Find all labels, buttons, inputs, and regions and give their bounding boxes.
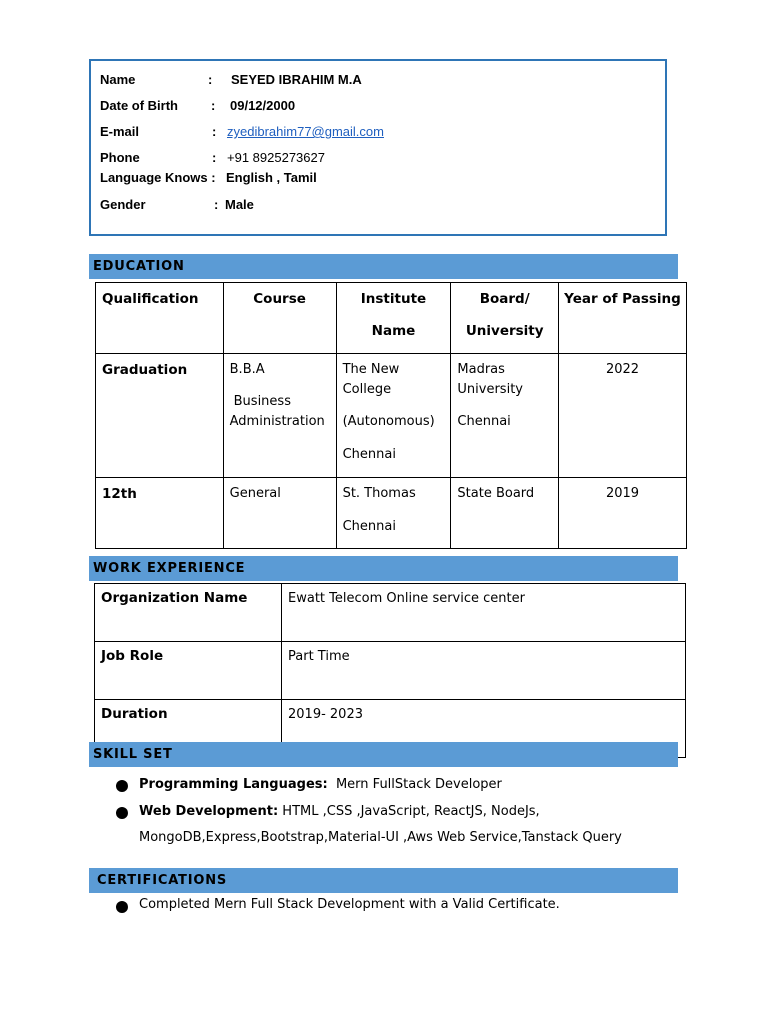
work-key: Duration [95,700,282,758]
row-course [223,478,336,549]
language-label: Language Knows : [100,170,216,185]
header-institute-line1: Institute [360,291,427,307]
row-institute [336,478,451,549]
header-board-line1: Board/ [479,291,530,307]
language-value: English , Tamil [226,170,317,185]
header-qualification-label: Qualification [102,291,199,307]
institute-line: (Autonomous) [342,414,435,429]
row-year [558,478,686,549]
row-course [223,354,336,478]
name-colon: : [208,72,213,87]
work-value: 2019- 2023 [282,700,686,758]
list-item [139,777,502,792]
work-experience-table [94,583,686,758]
course-line: B.B.A [229,362,265,377]
row-qualification [96,354,224,478]
row-year [558,354,686,478]
dob-value: 09/12/2000 [230,98,296,113]
table-row [95,642,686,700]
header-institute [336,283,451,354]
institute-line: College [342,382,392,397]
gender-colon: : [214,197,219,212]
phone-value: +91 8925273627 [227,150,325,165]
bullet-icon [116,807,128,819]
work-value: Part Time [282,642,686,700]
header-course-label: Course [253,291,306,307]
header-course [223,283,336,354]
header-board [451,283,559,354]
skill-value-continued: MongoDB,Express,Bootstrap,Material-UI ,Aws Web Service,Tanstack Query [139,830,622,845]
list-item [139,804,540,819]
qualification-text: 12th [102,486,137,502]
dob-colon: : [211,98,216,113]
dob-label: Date of Birth [100,98,178,113]
skill-label: Web Development: [139,804,279,819]
board-line: University [457,382,523,397]
education-heading: EDUCATION [89,254,678,279]
course-line: General [229,486,281,501]
table-header-row [96,283,687,354]
year-text: 2022 [605,362,640,377]
phone-colon: : [212,150,217,165]
table-row [96,354,687,478]
skill-value: HTML ,CSS ,JavaScript, ReactJS, NodeJs, [282,804,540,819]
row-board [451,478,559,549]
bullet-icon [116,901,128,913]
gender-value: Male [225,197,254,212]
institute-line: The New [342,362,400,377]
header-qualification [96,283,224,354]
institute-line: Chennai [342,447,396,462]
email-link[interactable]: zyedibrahim77@gmail.com [227,124,384,139]
bullet-icon [116,780,128,792]
email-label: E-mail [100,124,140,139]
gender-label: Gender [100,197,146,212]
list-item: Completed Mern Full Stack Development with a Valid Certificate. [139,897,560,912]
institute-line: Chennai [342,519,396,534]
table-row [96,478,687,549]
skill-value: Mern FullStack Developer [335,777,502,792]
row-board [451,354,559,478]
header-board-line2: University [465,323,544,339]
phone-label: Phone [100,150,140,165]
table-row [95,584,686,642]
certifications-heading: CERTIFICATIONS [89,868,678,893]
board-line: Chennai [457,414,511,429]
personal-info-box [89,59,667,236]
course-line: Business [233,394,291,409]
board-line: State Board [457,486,535,501]
year-text: 2019 [605,486,640,501]
header-year [558,283,686,354]
name-value: SEYED IBRAHIM M.A [231,72,362,87]
skill-set-heading: SKILL SET [89,742,678,767]
work-value: Ewatt Telecom Online service center [282,584,686,642]
qualification-text: Graduation [102,362,188,378]
email-colon: : [212,124,217,139]
row-institute [336,354,451,478]
row-qualification [96,478,224,549]
work-experience-heading: WORK EXPERIENCE [89,556,678,581]
header-institute-line2: Name [371,323,416,339]
institute-line: St. Thomas [342,486,416,501]
header-year-label: Year of Passing [564,291,681,307]
work-key: Job Role [95,642,282,700]
education-table [95,282,687,549]
work-key: Organization Name [95,584,282,642]
name-label: Name [100,72,136,87]
skill-label: Programming Languages: [139,777,328,792]
board-line: Madras [457,362,505,377]
course-line: Administration [229,414,325,429]
